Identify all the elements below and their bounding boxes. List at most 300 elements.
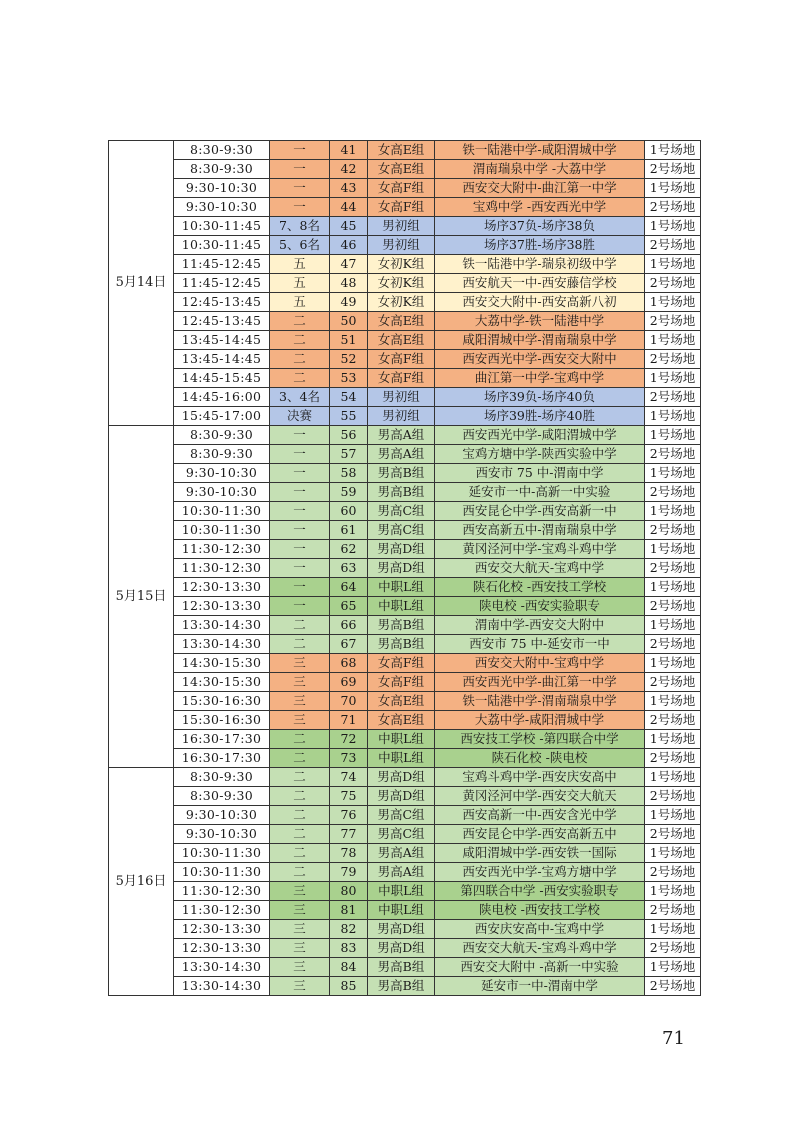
time-cell: 14:30-15:30 <box>174 673 270 692</box>
round-cell: 二 <box>270 312 330 331</box>
group-cell: 男高D组 <box>368 939 435 958</box>
venue-cell: 2号场地 <box>645 977 701 996</box>
teams-cell: 西安西光中学-西安交大附中 <box>435 350 645 369</box>
teams-cell: 西安交大航天-宝鸡斗鸡中学 <box>435 939 645 958</box>
match-number-cell: 53 <box>330 369 368 388</box>
venue-cell: 2号场地 <box>645 236 701 255</box>
table-row <box>109 521 701 540</box>
teams-cell: 西安交大附中-宝鸡中学 <box>435 654 645 673</box>
table-row <box>109 483 701 502</box>
match-number-cell: 68 <box>330 654 368 673</box>
round-cell: 三 <box>270 711 330 730</box>
teams-cell: 第四联合中学 -西安实验职专 <box>435 882 645 901</box>
time-cell: 13:30-14:30 <box>174 977 270 996</box>
time-cell: 9:30-10:30 <box>174 464 270 483</box>
group-cell: 女初K组 <box>368 274 435 293</box>
match-number-cell: 82 <box>330 920 368 939</box>
match-number-cell: 56 <box>330 426 368 445</box>
round-cell: 二 <box>270 331 330 350</box>
venue-cell: 1号场地 <box>645 179 701 198</box>
round-cell: 五 <box>270 293 330 312</box>
match-number-cell: 50 <box>330 312 368 331</box>
round-cell: 一 <box>270 160 330 179</box>
venue-cell: 1号场地 <box>645 692 701 711</box>
teams-cell: 西安技工学校 -第四联合中学 <box>435 730 645 749</box>
round-cell: 二 <box>270 616 330 635</box>
venue-cell: 2号场地 <box>645 274 701 293</box>
round-cell: 5、6名 <box>270 236 330 255</box>
teams-cell: 西安市 75 中-延安市一中 <box>435 635 645 654</box>
group-cell: 男高B组 <box>368 977 435 996</box>
teams-cell: 西安西光中学-曲江第一中学 <box>435 673 645 692</box>
match-number-cell: 84 <box>330 958 368 977</box>
match-number-cell: 67 <box>330 635 368 654</box>
table-row <box>109 141 701 160</box>
teams-cell: 曲江第一中学-宝鸡中学 <box>435 369 645 388</box>
round-cell: 一 <box>270 559 330 578</box>
venue-cell: 2号场地 <box>645 711 701 730</box>
teams-cell: 西安庆安高中-宝鸡中学 <box>435 920 645 939</box>
group-cell: 男高D组 <box>368 787 435 806</box>
group-cell: 女高F组 <box>368 198 435 217</box>
table-row <box>109 217 701 236</box>
venue-cell: 1号场地 <box>645 616 701 635</box>
time-cell: 11:30-12:30 <box>174 882 270 901</box>
match-number-cell: 52 <box>330 350 368 369</box>
teams-cell: 大荔中学-铁一陆港中学 <box>435 312 645 331</box>
table-row <box>109 635 701 654</box>
teams-cell: 场序39胜-场序40胜 <box>435 407 645 426</box>
time-cell: 12:30-13:30 <box>174 920 270 939</box>
venue-cell: 2号场地 <box>645 559 701 578</box>
match-number-cell: 63 <box>330 559 368 578</box>
match-number-cell: 75 <box>330 787 368 806</box>
round-cell: 二 <box>270 787 330 806</box>
teams-cell: 铁一陆港中学-咸阳渭城中学 <box>435 141 645 160</box>
table-row <box>109 768 701 787</box>
venue-cell: 2号场地 <box>645 388 701 407</box>
table-row <box>109 844 701 863</box>
teams-cell: 咸阳渭城中学-西安铁一国际 <box>435 844 645 863</box>
venue-cell: 1号场地 <box>645 578 701 597</box>
venue-cell: 2号场地 <box>645 825 701 844</box>
table-row <box>109 559 701 578</box>
match-number-cell: 85 <box>330 977 368 996</box>
round-cell: 三 <box>270 692 330 711</box>
table-row <box>109 540 701 559</box>
group-cell: 男高C组 <box>368 825 435 844</box>
venue-cell: 2号场地 <box>645 198 701 217</box>
table-row <box>109 692 701 711</box>
match-number-cell: 72 <box>330 730 368 749</box>
time-cell: 10:30-11:45 <box>174 236 270 255</box>
round-cell: 二 <box>270 844 330 863</box>
venue-cell: 2号场地 <box>645 350 701 369</box>
round-cell: 三 <box>270 901 330 920</box>
venue-cell: 1号场地 <box>645 141 701 160</box>
group-cell: 中职L组 <box>368 901 435 920</box>
venue-cell: 1号场地 <box>645 844 701 863</box>
table-row <box>109 331 701 350</box>
round-cell: 一 <box>270 179 330 198</box>
venue-cell: 2号场地 <box>645 673 701 692</box>
table-row <box>109 749 701 768</box>
match-number-cell: 42 <box>330 160 368 179</box>
round-cell: 三 <box>270 654 330 673</box>
group-cell: 男高D组 <box>368 768 435 787</box>
venue-cell: 2号场地 <box>645 160 701 179</box>
venue-cell: 2号场地 <box>645 635 701 654</box>
time-cell: 11:30-12:30 <box>174 559 270 578</box>
venue-cell: 2号场地 <box>645 787 701 806</box>
venue-cell: 1号场地 <box>645 426 701 445</box>
table-row <box>109 445 701 464</box>
round-cell: 三 <box>270 958 330 977</box>
table-row <box>109 673 701 692</box>
round-cell: 一 <box>270 198 330 217</box>
venue-cell: 1号场地 <box>645 255 701 274</box>
match-number-cell: 44 <box>330 198 368 217</box>
group-cell: 女高F组 <box>368 369 435 388</box>
venue-cell: 2号场地 <box>645 939 701 958</box>
time-cell: 12:45-13:45 <box>174 312 270 331</box>
group-cell: 女高E组 <box>368 312 435 331</box>
round-cell: 一 <box>270 464 330 483</box>
schedule-table <box>108 140 701 996</box>
teams-cell: 宝鸡中学 -西安西光中学 <box>435 198 645 217</box>
teams-cell: 陕石化校 -陕电校 <box>435 749 645 768</box>
venue-cell: 1号场地 <box>645 654 701 673</box>
table-row <box>109 274 701 293</box>
group-cell: 中职L组 <box>368 578 435 597</box>
match-number-cell: 74 <box>330 768 368 787</box>
time-cell: 11:45-12:45 <box>174 274 270 293</box>
match-number-cell: 43 <box>330 179 368 198</box>
group-cell: 男高D组 <box>368 540 435 559</box>
table-row <box>109 920 701 939</box>
match-number-cell: 64 <box>330 578 368 597</box>
table-row <box>109 958 701 977</box>
group-cell: 女高E组 <box>368 711 435 730</box>
group-cell: 女初K组 <box>368 255 435 274</box>
table-row <box>109 350 701 369</box>
table-row <box>109 901 701 920</box>
match-number-cell: 62 <box>330 540 368 559</box>
venue-cell: 1号场地 <box>645 407 701 426</box>
time-cell: 11:45-12:45 <box>174 255 270 274</box>
group-cell: 男高B组 <box>368 464 435 483</box>
table-row <box>109 578 701 597</box>
group-cell: 男高D组 <box>368 920 435 939</box>
table-row <box>109 426 701 445</box>
match-number-cell: 66 <box>330 616 368 635</box>
teams-cell: 西安高新一中-西安含光中学 <box>435 806 645 825</box>
group-cell: 中职L组 <box>368 597 435 616</box>
teams-cell: 黄冈泾河中学-宝鸡斗鸡中学 <box>435 540 645 559</box>
venue-cell: 1号场地 <box>645 331 701 350</box>
round-cell: 三 <box>270 920 330 939</box>
time-cell: 12:30-13:30 <box>174 578 270 597</box>
group-cell: 女高F组 <box>368 179 435 198</box>
round-cell: 一 <box>270 483 330 502</box>
round-cell: 三 <box>270 977 330 996</box>
teams-cell: 西安市 75 中-渭南中学 <box>435 464 645 483</box>
group-cell: 男高A组 <box>368 863 435 882</box>
group-cell: 女高E组 <box>368 160 435 179</box>
round-cell: 二 <box>270 635 330 654</box>
group-cell: 男高B组 <box>368 483 435 502</box>
time-cell: 8:30-9:30 <box>174 787 270 806</box>
round-cell: 3、4名 <box>270 388 330 407</box>
time-cell: 8:30-9:30 <box>174 426 270 445</box>
teams-cell: 西安西光中学-宝鸡方塘中学 <box>435 863 645 882</box>
time-cell: 10:30-11:30 <box>174 844 270 863</box>
time-cell: 11:30-12:30 <box>174 540 270 559</box>
venue-cell: 2号场地 <box>645 901 701 920</box>
group-cell: 女高E组 <box>368 692 435 711</box>
match-number-cell: 73 <box>330 749 368 768</box>
teams-cell: 西安昆仑中学-西安高新一中 <box>435 502 645 521</box>
group-cell: 女高F组 <box>368 654 435 673</box>
group-cell: 男初组 <box>368 217 435 236</box>
time-cell: 13:45-14:45 <box>174 350 270 369</box>
group-cell: 中职L组 <box>368 749 435 768</box>
time-cell: 14:45-16:00 <box>174 388 270 407</box>
match-number-cell: 54 <box>330 388 368 407</box>
time-cell: 13:30-14:30 <box>174 635 270 654</box>
teams-cell: 西安高新五中-渭南瑞泉中学 <box>435 521 645 540</box>
match-number-cell: 46 <box>330 236 368 255</box>
teams-cell: 场序39负-场序40负 <box>435 388 645 407</box>
table-row <box>109 882 701 901</box>
table-row <box>109 369 701 388</box>
time-cell: 16:30-17:30 <box>174 730 270 749</box>
group-cell: 男高A组 <box>368 426 435 445</box>
teams-cell: 铁一陆港中学-瑞泉初级中学 <box>435 255 645 274</box>
venue-cell: 1号场地 <box>645 217 701 236</box>
group-cell: 男高D组 <box>368 559 435 578</box>
round-cell: 二 <box>270 350 330 369</box>
group-cell: 男初组 <box>368 388 435 407</box>
venue-cell: 2号场地 <box>645 483 701 502</box>
round-cell: 一 <box>270 597 330 616</box>
group-cell: 男初组 <box>368 407 435 426</box>
venue-cell: 1号场地 <box>645 540 701 559</box>
venue-cell: 2号场地 <box>645 521 701 540</box>
venue-cell: 1号场地 <box>645 806 701 825</box>
venue-cell: 2号场地 <box>645 749 701 768</box>
round-cell: 决赛 <box>270 407 330 426</box>
venue-cell: 2号场地 <box>645 863 701 882</box>
group-cell: 男高B组 <box>368 635 435 654</box>
time-cell: 15:30-16:30 <box>174 711 270 730</box>
venue-cell: 1号场地 <box>645 958 701 977</box>
teams-cell: 西安交大航天-宝鸡中学 <box>435 559 645 578</box>
time-cell: 9:30-10:30 <box>174 198 270 217</box>
date-cell: 5月14日 <box>109 141 174 426</box>
table-row <box>109 198 701 217</box>
time-cell: 14:30-15:30 <box>174 654 270 673</box>
venue-cell: 2号场地 <box>645 597 701 616</box>
time-cell: 13:30-14:30 <box>174 616 270 635</box>
round-cell: 三 <box>270 673 330 692</box>
match-number-cell: 59 <box>330 483 368 502</box>
match-number-cell: 41 <box>330 141 368 160</box>
round-cell: 二 <box>270 863 330 882</box>
match-number-cell: 77 <box>330 825 368 844</box>
round-cell: 二 <box>270 369 330 388</box>
teams-cell: 延安市一中-高新一中实验 <box>435 483 645 502</box>
group-cell: 中职L组 <box>368 730 435 749</box>
round-cell: 二 <box>270 806 330 825</box>
table-row <box>109 388 701 407</box>
table-row <box>109 711 701 730</box>
group-cell: 女高E组 <box>368 331 435 350</box>
teams-cell: 西安交大附中-曲江第一中学 <box>435 179 645 198</box>
teams-cell: 西安航天一中-西安藤信学校 <box>435 274 645 293</box>
table-row <box>109 863 701 882</box>
group-cell: 中职L组 <box>368 882 435 901</box>
match-number-cell: 79 <box>330 863 368 882</box>
group-cell: 女高F组 <box>368 673 435 692</box>
time-cell: 8:30-9:30 <box>174 160 270 179</box>
table-row <box>109 236 701 255</box>
round-cell: 二 <box>270 825 330 844</box>
date-cell: 5月15日 <box>109 426 174 768</box>
round-cell: 一 <box>270 141 330 160</box>
table-row <box>109 616 701 635</box>
time-cell: 13:45-14:45 <box>174 331 270 350</box>
teams-cell: 西安西光中学-咸阳渭城中学 <box>435 426 645 445</box>
teams-cell: 宝鸡斗鸡中学-西安庆安高中 <box>435 768 645 787</box>
time-cell: 9:30-10:30 <box>174 825 270 844</box>
teams-cell: 场序37负-场序38负 <box>435 217 645 236</box>
match-number-cell: 69 <box>330 673 368 692</box>
venue-cell: 1号场地 <box>645 464 701 483</box>
match-number-cell: 49 <box>330 293 368 312</box>
teams-cell: 咸阳渭城中学-渭南瑞泉中学 <box>435 331 645 350</box>
table-row <box>109 464 701 483</box>
match-number-cell: 48 <box>330 274 368 293</box>
teams-cell: 黄冈泾河中学-西安交大航天 <box>435 787 645 806</box>
teams-cell: 渭南中学-西安交大附中 <box>435 616 645 635</box>
group-cell: 女高F组 <box>368 350 435 369</box>
time-cell: 8:30-9:30 <box>174 768 270 787</box>
time-cell: 10:30-11:45 <box>174 217 270 236</box>
round-cell: 二 <box>270 749 330 768</box>
table-row <box>109 654 701 673</box>
match-number-cell: 83 <box>330 939 368 958</box>
time-cell: 10:30-11:30 <box>174 521 270 540</box>
round-cell: 五 <box>270 255 330 274</box>
round-cell: 一 <box>270 445 330 464</box>
table-row <box>109 160 701 179</box>
time-cell: 9:30-10:30 <box>174 179 270 198</box>
time-cell: 16:30-17:30 <box>174 749 270 768</box>
group-cell: 男高A组 <box>368 445 435 464</box>
teams-cell: 渭南瑞泉中学 -大荔中学 <box>435 160 645 179</box>
match-number-cell: 55 <box>330 407 368 426</box>
venue-cell: 1号场地 <box>645 882 701 901</box>
match-number-cell: 71 <box>330 711 368 730</box>
round-cell: 五 <box>270 274 330 293</box>
group-cell: 男高C组 <box>368 521 435 540</box>
venue-cell: 1号场地 <box>645 920 701 939</box>
teams-cell: 西安昆仑中学-西安高新五中 <box>435 825 645 844</box>
time-cell: 8:30-9:30 <box>174 445 270 464</box>
time-cell: 10:30-11:30 <box>174 502 270 521</box>
table-row <box>109 255 701 274</box>
time-cell: 14:45-15:45 <box>174 369 270 388</box>
round-cell: 一 <box>270 426 330 445</box>
teams-cell: 西安交大附中 -高新一中实验 <box>435 958 645 977</box>
group-cell: 男高C组 <box>368 806 435 825</box>
group-cell: 男高B组 <box>368 958 435 977</box>
table-row <box>109 179 701 198</box>
round-cell: 三 <box>270 882 330 901</box>
table-row <box>109 806 701 825</box>
time-cell: 12:45-13:45 <box>174 293 270 312</box>
venue-cell: 2号场地 <box>645 312 701 331</box>
table-row <box>109 407 701 426</box>
match-number-cell: 81 <box>330 901 368 920</box>
match-number-cell: 80 <box>330 882 368 901</box>
time-cell: 8:30-9:30 <box>174 141 270 160</box>
time-cell: 10:30-11:30 <box>174 863 270 882</box>
table-row <box>109 939 701 958</box>
match-number-cell: 51 <box>330 331 368 350</box>
group-cell: 男初组 <box>368 236 435 255</box>
table-row <box>109 502 701 521</box>
time-cell: 11:30-12:30 <box>174 901 270 920</box>
teams-cell: 宝鸡方塘中学-陕西实验中学 <box>435 445 645 464</box>
round-cell: 一 <box>270 540 330 559</box>
time-cell: 12:30-13:30 <box>174 939 270 958</box>
table-row <box>109 730 701 749</box>
teams-cell: 陕石化校 -西安技工学校 <box>435 578 645 597</box>
match-number-cell: 60 <box>330 502 368 521</box>
match-number-cell: 57 <box>330 445 368 464</box>
group-cell: 女初K组 <box>368 293 435 312</box>
group-cell: 男高B组 <box>368 616 435 635</box>
match-number-cell: 65 <box>330 597 368 616</box>
time-cell: 9:30-10:30 <box>174 806 270 825</box>
match-number-cell: 70 <box>330 692 368 711</box>
time-cell: 9:30-10:30 <box>174 483 270 502</box>
time-cell: 15:45-17:00 <box>174 407 270 426</box>
round-cell: 一 <box>270 578 330 597</box>
venue-cell: 1号场地 <box>645 293 701 312</box>
table-row <box>109 977 701 996</box>
venue-cell: 1号场地 <box>645 369 701 388</box>
match-number-cell: 78 <box>330 844 368 863</box>
round-cell: 二 <box>270 730 330 749</box>
venue-cell: 1号场地 <box>645 768 701 787</box>
group-cell: 男高A组 <box>368 844 435 863</box>
time-cell: 13:30-14:30 <box>174 958 270 977</box>
teams-cell: 大荔中学-咸阳渭城中学 <box>435 711 645 730</box>
match-number-cell: 76 <box>330 806 368 825</box>
table-row <box>109 597 701 616</box>
table-row <box>109 787 701 806</box>
table-row <box>109 293 701 312</box>
venue-cell: 1号场地 <box>645 730 701 749</box>
teams-cell: 陕电校 -西安技工学校 <box>435 901 645 920</box>
round-cell: 一 <box>270 502 330 521</box>
match-number-cell: 58 <box>330 464 368 483</box>
page-number: 71 <box>662 1028 685 1049</box>
venue-cell: 1号场地 <box>645 502 701 521</box>
